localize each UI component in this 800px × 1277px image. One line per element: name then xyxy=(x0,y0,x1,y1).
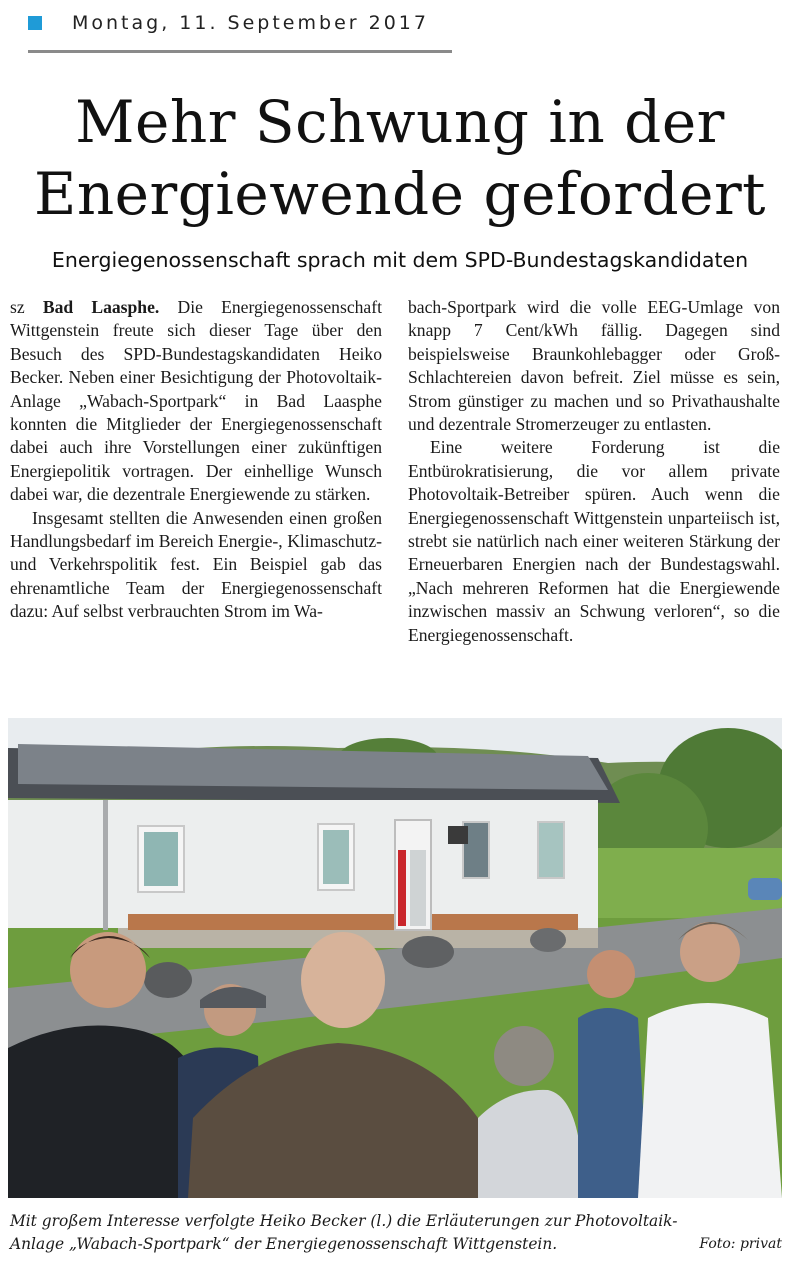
headline xyxy=(0,86,800,230)
article-paragraph-2: Insgesamt stellten die Anwesenden einen großen Handlungsbedarf im Bereich Energie-, Klimaschutz- und Verkehrspolitik fest. Ein Beispiel gab das ehrenamtliche Team der Energiegenossenschaft dazu: Auf selbst verbrauchten Strom im Wa- xyxy=(10,507,382,622)
article-paragraph-4: Eine weitere Forderung ist die Entbürokratisierung, die vor allem private Photovoltaik-Betreiber spüren. Auch wenn die Energiegenossenschaft Wittgenstein unparteiisch ist, strebt sie natürlich nach einer weiteren Stärkung der Erneuerbaren Energien nach der Bundestagswahl. „Nach mehreren Reformen hat die Energiewende inzwischen massiv an Schwung verloren“, so die Energiegenossenschaft. xyxy=(408,437,780,645)
article-paragraph-1: Die Energiegenossenschaft Wittgenstein freute sich dieser Tage über den Besuch des SPD-Bundestagskandidaten Heiko Becker. Neben einer Besichtigung der Photovoltaik-Anlage „Wabach-Sportpark“ in Bad Laasphe konnten die Mitglieder der Energiegenossenschaft dabei auch ihre Vorstellungen einer zukünftigen Energiepolitik vortragen. Der einhellige Wunsch dabei war, die dezentrale Energiewende zu stärken. xyxy=(10,297,382,505)
article-paragraph-3: bach-Sportpark wird die volle EEG-Umlage von knapp 7 Cent/kWh fällig. Dagegen sind beispielsweise Braunkohlebagger oder Groß-Schlachtereien davon befreit. Ziel müsse es sein, Strom günstiger zu machen und so Privathaushalte und dezentrale Stromerzeuger zu entlasten. xyxy=(408,297,780,435)
article-byline: sz xyxy=(10,297,25,317)
article-column-right xyxy=(408,296,780,647)
section-marker xyxy=(28,16,42,30)
photo-illustration xyxy=(8,718,782,1198)
caption-line-1: Mit großem Interesse verfolgte Heiko Becker (l.) die Erläuterungen zur Photovoltaik- xyxy=(10,1212,678,1230)
photo-caption xyxy=(10,1210,782,1256)
photo-credit: Foto: privat xyxy=(699,1236,782,1252)
header-rule xyxy=(28,50,452,53)
issue-date: Montag, 11. September 2017 xyxy=(72,12,429,34)
caption-line-2: Anlage „Wabach-Sportpark“ der Energiegenossenschaft Wittgenstein. xyxy=(10,1235,558,1253)
headline-line-1: Mehr Schwung in der xyxy=(75,88,725,156)
article-column-left xyxy=(10,296,382,624)
subheadline: Energiegenossenschaft sprach mit dem SPD-Bundestagskandidaten xyxy=(51,248,749,272)
article-photo xyxy=(8,718,782,1198)
headline-line-2: Energiewende gefordert xyxy=(33,160,766,228)
article-location: Bad Laasphe. xyxy=(42,297,160,317)
dateline xyxy=(28,12,429,34)
